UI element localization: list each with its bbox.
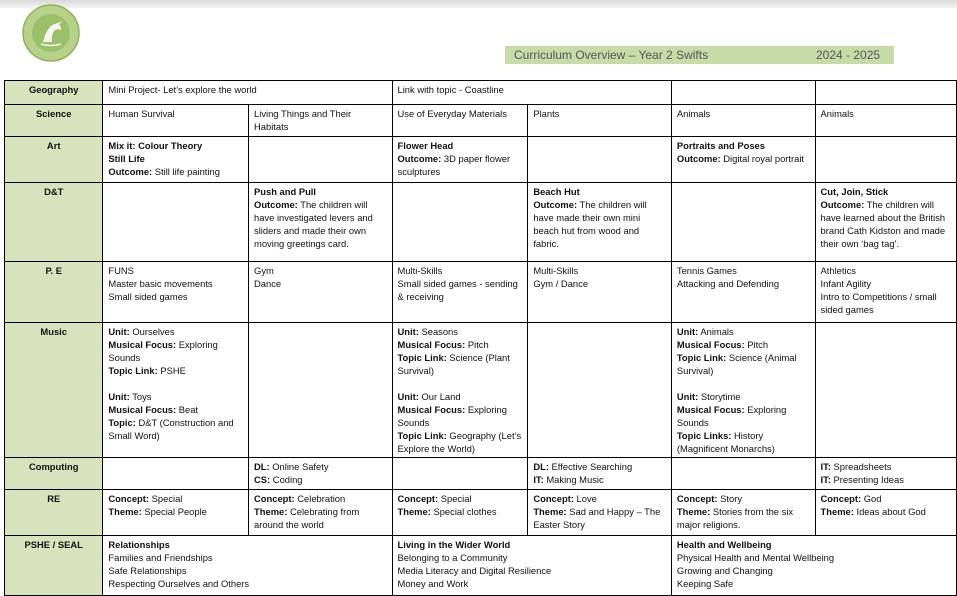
pshe-cell-3: Health and Wellbeing Physical Health and Mental Wellbeing Growing and Changing Keeping Safe [671,536,956,596]
pe-cell-3: Multi-Skills Small sided games - sending & receiving [392,262,528,323]
curriculum-table [4,80,957,596]
computing-cell-1 [103,458,249,490]
science-cell-3: Use of Everyday Materials [392,105,528,137]
dt-cell-6: Cut, Join, Stick Outcome: The children will have learned about the British brand Cath Kidston and made their own ‘bag tag’. [815,183,956,262]
art-cell-5: Portraits and Poses Outcome: Digital royal portrait [671,137,815,183]
science-cell-4: Plants [528,105,672,137]
row-pshe [5,536,957,596]
dt-cell-4: Beach Hut Outcome: The children will have made their own mini beach hut from wood and fabric. [528,183,672,262]
row-music [5,323,957,458]
row-header-pe: P. E [5,262,103,323]
row-re [5,490,957,536]
re-cell-4: Concept: Love Theme: Sad and Happy – The Easter Story [528,490,672,536]
pe-cell-6: Athletics Infant Agility Intro to Competitions / small sided games [815,262,956,323]
dt-cell-1 [103,183,249,262]
music-cell-5: Unit: Animals Musical Focus: Pitch Topic Link: Science (Animal Survival) Unit: Storytime Musical Focus: Exploring Sounds Topic Links: History (Magnificent Monarchs) [671,323,815,458]
row-art [5,137,957,183]
row-header-computing: Computing [5,458,103,490]
re-cell-6: Concept: God Theme: Ideas about God [815,490,956,536]
music-cell-3: Unit: Seasons Musical Focus: Pitch Topic Link: Science (Plant Survival) Unit: Our Land Musical Focus: Exploring Sounds Topic Link: Geography (Let’s Explore the World) [392,323,528,458]
science-cell-6: Animals [815,105,956,137]
pe-cell-5: Tennis Games Attacking and Defending [671,262,815,323]
row-header-dt: D&T [5,183,103,262]
art-cell-1: Mix it: Colour Theory Still Life Outcome: Still life painting [103,137,249,183]
pshe-cell-1: Relationships Families and Friendships Safe Relationships Respecting Ourselves and Others [103,536,392,596]
geography-cell-1: Mini Project- Let’s explore the world [103,81,392,105]
computing-cell-5 [671,458,815,490]
dt-cell-3 [392,183,528,262]
art-cell-2 [249,137,392,183]
geography-cell-2: Link with topic - Coastline [392,81,671,105]
row-header-music: Music [5,323,103,458]
science-cell-2: Living Things and Their Habitats [249,105,392,137]
computing-cell-3 [392,458,528,490]
computing-cell-6: IT: Spreadsheets IT: Presenting Ideas [815,458,956,490]
top-edge [0,0,957,8]
art-cell-4 [528,137,672,183]
geography-cell-4 [815,81,956,105]
re-cell-2: Concept: Celebration Theme: Celebrating from around the world [249,490,392,536]
row-dt [5,183,957,262]
pe-cell-4: Multi-Skills Gym / Dance [528,262,672,323]
row-header-art: Art [5,137,103,183]
academic-year: 2024 - 2025 [816,48,881,62]
dt-cell-5 [671,183,815,262]
pe-cell-2: Gym Dance [249,262,392,323]
row-science [5,105,957,137]
page-title: Curriculum Overview – Year 2 Swifts [514,48,709,62]
row-header-science: Science [5,105,103,137]
dt-cell-2: Push and Pull Outcome: The children will have investigated levers and sliders and made their own moving greetings card. [249,183,392,262]
re-cell-1: Concept: Special Theme: Special People [103,490,249,536]
computing-cell-2: DL: Online Safety CS: Coding [249,458,392,490]
pshe-cell-2: Living in the Wider World Belonging to a Community Media Literacy and Digital Resilience Money and Work [392,536,671,596]
row-pe [5,262,957,323]
science-cell-1: Human Survival [103,105,249,137]
pe-cell-1: FUNS Master basic movements Small sided games [103,262,249,323]
art-cell-6 [815,137,956,183]
music-cell-6 [815,323,956,458]
music-cell-1: Unit: Ourselves Musical Focus: Exploring Sounds Topic Link: PSHE Unit: Toys Musical Focus: Beat Topic: D&T (Construction and Small Word) [103,323,249,458]
re-cell-3: Concept: Special Theme: Special clothes [392,490,528,536]
row-header-pshe: PSHE / SEAL [5,536,103,596]
computing-cell-4: DL: Effective Searching IT: Making Music [528,458,672,490]
art-cell-3: Flower Head Outcome: 3D paper flower sculptures [392,137,528,183]
music-cell-4 [528,323,672,458]
music-cell-2 [249,323,392,458]
geography-cell-3 [671,81,815,105]
row-header-re: RE [5,490,103,536]
row-header-geography: Geography [5,81,103,105]
row-computing [5,458,957,490]
school-logo [21,4,81,62]
science-cell-5: Animals [671,105,815,137]
header-bar [505,46,894,64]
re-cell-5: Concept: Story Theme: Stories from the six major religions. [671,490,815,536]
row-geography [5,81,957,105]
